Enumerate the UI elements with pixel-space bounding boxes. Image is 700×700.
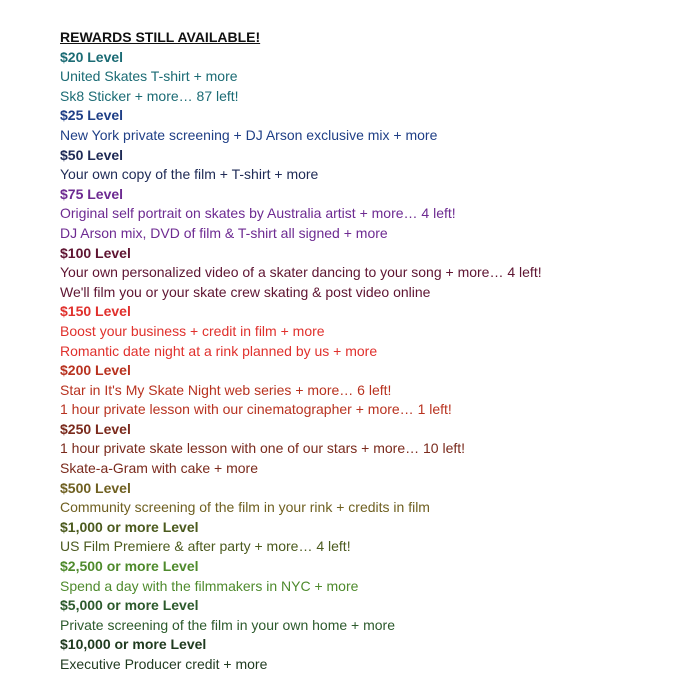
reward-tier (60, 518, 680, 557)
tier-level-title: $200 Level (60, 362, 131, 379)
tier-reward-item: Your own copy of the film + T-shirt + more (60, 166, 319, 183)
tier-reward-item: Spend a day with the filmmakers in NYC + more (60, 577, 359, 594)
tier-reward-item: We'll film you or your skate crew skating & post video online (60, 283, 431, 300)
tier-reward-item: Romantic date night at a rink planned by us + more (60, 342, 378, 359)
rewards-heading: REWARDS STILL AVAILABLE! (60, 29, 261, 45)
reward-tier (60, 479, 680, 518)
reward-tier (60, 185, 680, 244)
reward-tier (60, 557, 680, 596)
tier-reward-item: DJ Arson mix, DVD of film & T-shirt all signed + more (60, 224, 388, 241)
rewards-document (60, 28, 680, 675)
tier-level-title: $25 Level (60, 107, 124, 124)
tier-level-title: $2,500 or more Level (60, 558, 199, 575)
tier-reward-item: United Skates T-shirt + more (60, 68, 238, 85)
tier-level-title: $150 Level (60, 303, 131, 320)
tier-level-title: $50 Level (60, 146, 124, 163)
tier-level-title: $10,000 or more Level (60, 636, 207, 653)
tier-reward-item: Your own personalized video of a skater dancing to your song + more… 4 left! (60, 264, 542, 281)
tier-reward-item: Skate-a-Gram with cake + more (60, 460, 259, 477)
tier-level-title: $100 Level (60, 244, 131, 261)
tier-reward-item: Boost your business + credit in film + more (60, 322, 325, 339)
reward-tier (60, 302, 680, 361)
reward-tier (60, 420, 680, 479)
tier-reward-item: Sk8 Sticker + more… 87 left! (60, 87, 239, 104)
reward-tier (60, 48, 680, 107)
tier-level-title: $500 Level (60, 479, 131, 496)
tier-reward-item: 1 hour private skate lesson with one of our stars + more… 10 left! (60, 440, 466, 457)
tier-reward-item: Executive Producer credit + more (60, 656, 268, 672)
reward-tier (60, 106, 680, 145)
reward-tier (60, 146, 680, 185)
tier-level-title: $250 Level (60, 420, 131, 437)
reward-tier-list (60, 48, 680, 675)
tier-reward-item: 1 hour private lesson with our cinematographer + more… 1 left! (60, 401, 452, 418)
tier-level-title: $5,000 or more Level (60, 597, 199, 614)
tier-reward-item: Community screening of the film in your rink + credits in film (60, 499, 430, 516)
reward-tier (60, 635, 680, 674)
reward-tier (60, 596, 680, 635)
tier-level-title: $1,000 or more Level (60, 518, 199, 535)
tier-level-title: $75 Level (60, 185, 124, 202)
reward-tier (60, 244, 680, 303)
tier-reward-item: US Film Premiere & after party + more… 4 left! (60, 538, 351, 555)
tier-reward-item: New York private screening + DJ Arson exclusive mix + more (60, 126, 438, 143)
tier-reward-item: Star in It's My Skate Night web series + more… 6 left! (60, 381, 392, 398)
tier-reward-item: Original self portrait on skates by Australia artist + more… 4 left! (60, 205, 456, 222)
tier-reward-item: Private screening of the film in your own home + more (60, 616, 395, 633)
tier-level-title: $20 Level (60, 48, 124, 65)
reward-tier (60, 361, 680, 420)
